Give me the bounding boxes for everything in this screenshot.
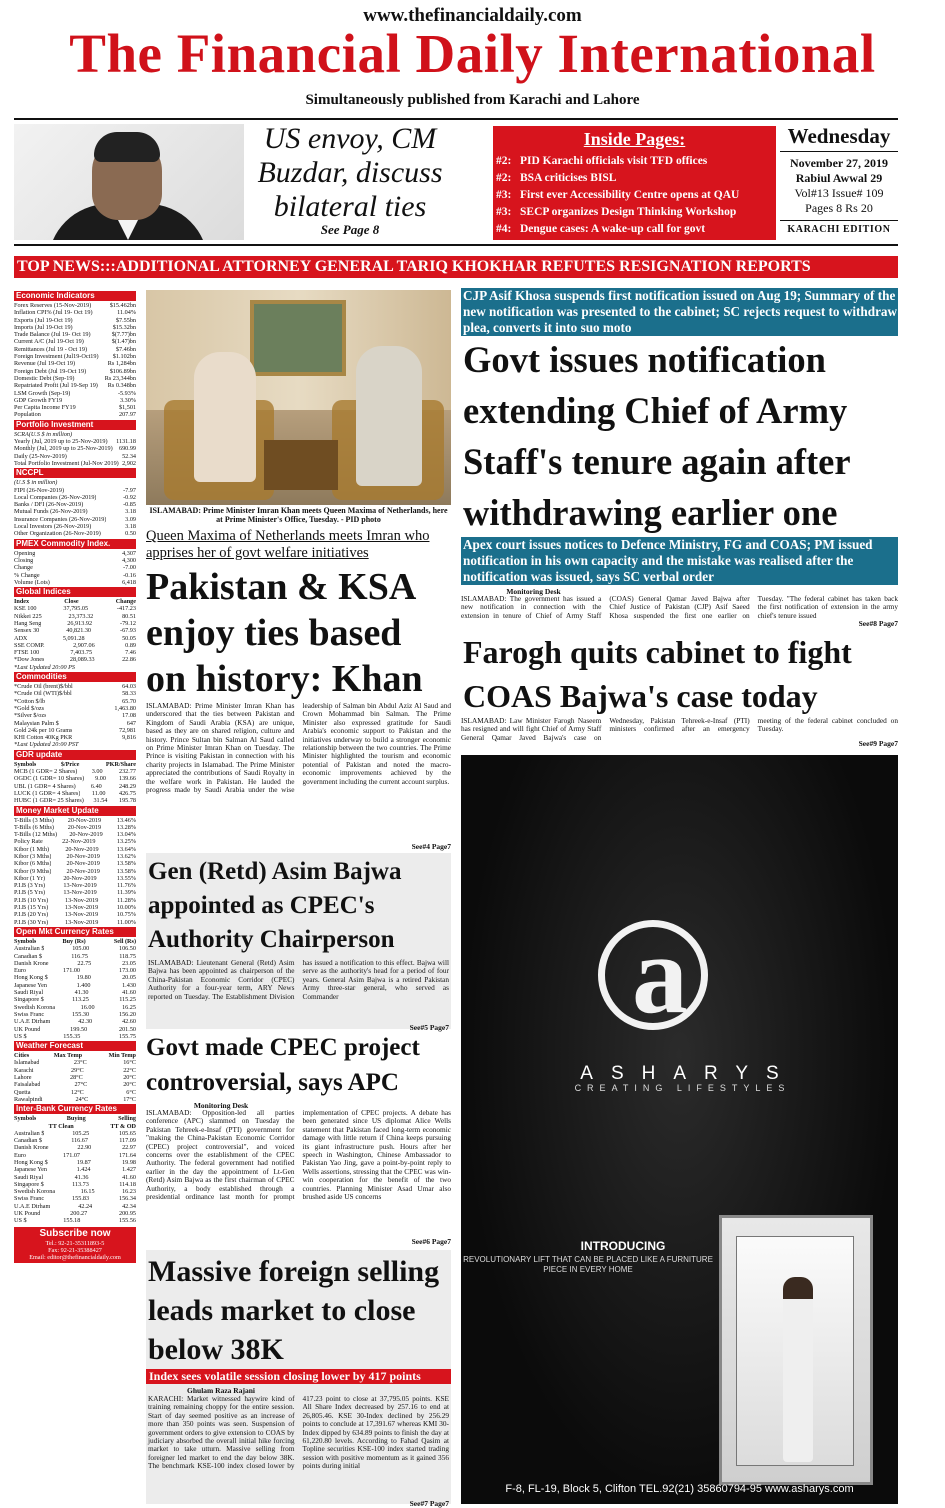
coas-article-body: ISLAMABAD: The government has issued a new notification in connection with the extension in tenure of Chief of Army Staff (COAS) General Qamar Javed Bajwa after Chief Justice of Pakistan (CJP) Asif Saeed Khosa suspended the first one earlier on Tuesday. "The federal cabinet has taken back the first notification of extension in the army chief's tenure issued [461, 595, 898, 620]
queen-kicker-headline[interactable]: Queen Maxima of Netherlands meets Imran who apprises her of govt welfare initiatives [146, 528, 430, 561]
table-row: Saudi Riyal 41.30 41.60 [14, 989, 136, 997]
market-byline: Ghulam Raza Rajani [187, 1386, 255, 1395]
table-row: Exports (Jul 19-Oct 19) $7.55bn [14, 316, 136, 324]
table-row: Nikkei 225 23,373.32 80.51 [14, 612, 136, 620]
asim-headline[interactable]: Gen (Retd) Asim Bajwa appointed as CPEC's Authority Chairperson [148, 858, 402, 953]
photo-caption: ISLAMABAD: Prime Minister Imran Khan meets Queen Maxima of Netherlands, here at Prime Minister's Office, Tuesday. - PID photo [149, 506, 448, 524]
table-row: Canadian $ 116.67 117.09 [14, 1137, 136, 1145]
ksa-headline[interactable]: Pakistan & KSA enjoy ties based on history: Khan [146, 566, 423, 700]
table-row: P.I.B (30 Yrs) 13-Nov-2019 11.00% [14, 918, 136, 926]
table-row: *Cotton $/lb 65.70 [14, 697, 136, 705]
table-row: Kibor (1 Mth) 20-Nov-2019 13.64% [14, 845, 136, 853]
table-row: Euro 171.00 173.00 [14, 967, 136, 975]
table-row: Imports (Jul 19-Oct 19) $15.32bn [14, 323, 136, 331]
table-row: *Silver $/ozs 17.08 [14, 712, 136, 720]
newspaper-subtitle: Simultaneously published from Karachi and Lahore [305, 92, 640, 108]
edition-label: KARACHI EDITION [780, 220, 898, 235]
section-note: SCRA(U.S $ in million) [14, 430, 73, 438]
table-row: LSM Growth (Sep-19) -5.93% [14, 389, 136, 397]
date-gregorian: November 27, 2019 [789, 156, 889, 170]
table-row: Islamabad 23°C 16°C [14, 1059, 136, 1067]
pages-price: Pages 8 Rs 20 [805, 201, 873, 215]
section-header: NCCPL [14, 468, 136, 478]
table-row: Malaysian Palm $ 647 [14, 719, 136, 727]
table-header: Symbols Buying Selling [14, 1115, 136, 1123]
weekday: Wednesday [780, 124, 898, 152]
asharys-advertisement[interactable] [461, 755, 898, 1504]
pm-queen-meeting-photo [146, 290, 451, 505]
table-row: Forex Reserves (15-Nov-2019) $15.462bn [14, 302, 136, 309]
farogh-article-body: ISLAMABAD: Law Minister Farogh Naseem has resigned and will fight Chief of Army Staff General Qamar Javed Bajwa's case on Wednesday, Pakistan Tehreek-e-Insaf (PTI) ministers confirmed after an emergency meeting of the federal cabinet concluded on Tuesday. [461, 717, 898, 742]
subscribe-fax: Fax: 92-21-35388427 [48, 1246, 102, 1254]
table-row: Singapore $ 113.73 114.18 [14, 1180, 136, 1188]
table-row: Canadian $ 116.75 118.75 [14, 952, 136, 960]
section-header: PMEX Commodity Index. [14, 539, 136, 549]
section-header: Economic Indicators [14, 291, 136, 301]
table-row: Hong Kong $ 19.80 20.05 [14, 974, 136, 982]
table-row: Hang Seng 26,913.92 -79.12 [14, 619, 136, 627]
asim-see-page[interactable]: See#5 Page7 [409, 1023, 449, 1032]
cpec-article-body: ISLAMABAD: Opposition-led all parties conference (APC) slammed on Tuesday the Pakistan Tehreek-e-Insaf (PTI) government for "making the China-Pakistan Economic Corridor (CPEC) project controversial", and voiced concerns over the establishment of the CPEC Authority. The federal government had notified earlier in the day the appointment of Lt-Gen (Retd) Asim Bajwa as the first chairman of CPEC Authority, a body established through a presidential ordinance last month for prompt implementation of CPEC projects. A debate has been generated since US diplomat Alice Wells statement that Pakistan faced long-term economic damage with little return if China keeps pursuing its giant infrastructure push. Hours after her speech in Washington, Chinese Ambassador to Pakistan Yao Jing, gave a point-by-point reply to Wells assertions, stressing that the CPEC was win-win cooperation for the benefit of the two countries. Planning Minister Asad Umar also brushed aside US concerns [146, 1109, 451, 1202]
coas-headline[interactable]: Govt issues notification extending Chief of Army Staff's tenure again after withdrawing earlier one [463, 339, 850, 533]
section-header: Global Indices [14, 587, 136, 597]
table-row: Trade Balance (Jul 19- Oct 19) $(7.77)bn [14, 331, 136, 339]
site-url[interactable]: www.thefinancialdaily.com [363, 5, 582, 26]
table-row: GDP Growth FY19 3.30% [14, 396, 136, 404]
table-row: Total Portfolio Investment (Jul-Nov 2019) 2,902 [14, 459, 136, 467]
table-row: Other Organization (26-Nov-2019) 0.50 [14, 530, 136, 538]
inside-item[interactable]: #2: BSA criticises BISL [496, 172, 617, 184]
section-header: Portfolio Investment [14, 420, 136, 430]
table-row: Foreign Investment (Jul19-Oct19) $1.102bn [14, 353, 136, 361]
table-header: Cities Max Temp Min Temp [14, 1052, 136, 1060]
table-row: Lahore 28°C 20°C [14, 1074, 136, 1082]
table-row: P.I.B (15 Yrs) 13-Nov-2019 10.00% [14, 904, 136, 912]
inside-pages-box [493, 126, 776, 240]
ad-tagline: CREATING LIFESTYLES [574, 1083, 791, 1093]
subscribe-title: Subscribe now [39, 1227, 111, 1239]
market-headline[interactable]: Massive foreign selling leads market to close below 38K [148, 1255, 440, 1366]
ksa-see-page[interactable]: See#4 Page7 [411, 842, 451, 851]
table-row: P.I.B (20 Yrs) 13-Nov-2019 10.75% [14, 911, 136, 919]
table-row: T-Bills (6 Mths) 20-Nov-2019 13.28% [14, 823, 136, 831]
table-row: Euro 171.07 171.64 [14, 1151, 136, 1159]
cpec-byline: Monitoring Desk [193, 1101, 249, 1110]
market-see-page[interactable]: See#7 Page7 [409, 1499, 449, 1508]
ad-footer-contact: F-8, FL-19, Block 5, Clifton TEL.92(21) 35860794-95 www.asharys.com [505, 1483, 854, 1495]
table-row: Remittances (Jul 19 - Oct 19) $7.46bn [14, 345, 136, 353]
table-row: Change -7.00 [14, 564, 136, 572]
table-row: Hong Kong $ 19.87 19.98 [14, 1158, 136, 1166]
table-row: *Gold $/ozs 1,463.80 [14, 704, 136, 712]
table-row: Japanese Yen 1.400 1.430 [14, 981, 136, 989]
ksa-article-body: ISLAMABAD: Prime Minister Imran Khan has underscored that the ties between Pakistan and Kingdom of Saudi Arabia (KSA) are unique, based as they are on shared religion, culture and history. Prince Sultan bin Salman Al Saud called on Prime Minister Imran Khan on Tuesday. The Prince is visiting Pakistan in connection with his charity projects in Islamabad. The Prime Minister appreciated the contributions of Saudi Royalty in the welfare work in Pakistan. He lauded the progress made by Saudi Arabia under the wise leadership of Salman bin Abdul Aziz Al Saud and Crown Mohammad bin Salman. The Prime Minister also expressed gratitude for Saudi Arabia's economic support to Pakistan and the initiatives underway to build a stronger economic relationship between the two countries. The Prime Minister highlighted the tourism and economic potential of Pakistan and noted the macro-economic improvements achieved by the government including the current account surplus. [146, 702, 451, 795]
table-row: Danish Krone 22.90 22.97 [14, 1144, 136, 1152]
ad-brand-name: ASHARYS [580, 1063, 797, 1084]
header-rule [14, 118, 898, 120]
table-row: UK Pound 200.27 200.95 [14, 1210, 136, 1218]
table-row: KSE 100 37,795.05 -417.23 [14, 605, 136, 613]
table-row: % Change -0.16 [14, 571, 136, 579]
table-row: Foreign Debt (Jul 19-Oct 19) $106.89bn [14, 367, 136, 375]
table-row: Kibor (6 Mths) 20-Nov-2019 13.58% [14, 860, 136, 868]
envoy-headline[interactable]: US envoy, CM Buzdar, discuss bilateral ties [257, 122, 443, 223]
section-header: Inter-Bank Currency Rates [14, 1104, 136, 1114]
table-row: US $ 155.35 155.75 [14, 1032, 136, 1040]
subscribe-box[interactable] [14, 1227, 136, 1263]
market-story-box [146, 1250, 451, 1508]
table-header: Symbols $/Price PKR/Share [14, 760, 136, 768]
newspaper-title: The Financial Daily International [69, 23, 876, 84]
table-header: Symbols Buy (Rs) Sell (Rs) [14, 937, 136, 945]
market-indicators-column [14, 290, 136, 1504]
coas-see-page[interactable]: See#8 Page7 [858, 619, 898, 628]
section-note: *Last Updated 20:00 PS [14, 663, 76, 671]
cm-portrait-photo [14, 124, 244, 240]
table-row: Kibor (3 Mths) 20-Nov-2019 13.62% [14, 853, 136, 860]
table-row: Opening 4,307 [14, 549, 136, 557]
table-row: *Crude Oil (brent)$/bbl 64.03 [14, 683, 136, 691]
market-subhead-bar: Index sees volatile session closing lower by 417 points [146, 1369, 451, 1384]
table-row: US $ 155.18 155.56 [14, 1217, 136, 1225]
table-row: Closing 4,300 [14, 556, 136, 564]
table-row: Sensex 30 40,821.30 -67.93 [14, 627, 136, 635]
table-row: Australian $ 105.00 106.50 [14, 945, 136, 953]
inside-item[interactable]: #3: SECP organizes Design Thinking Workshop [496, 206, 737, 218]
table-row: Banks / DFI (26-Nov-2019) -0.85 [14, 501, 136, 509]
asim-article-body: ISLAMABAD: Lieutenant General (Retd) Asim Bajwa has been appointed as chairperson of the China-Pakistan Economic Corridor (CPEC) Authority for a four-year term, ARY News reported on Tuesday. The Establishment Division has issued a notification to this effect. Bajwa will serve as the authority's head for a period of four years. General Asim Bajwa is a retired Pakistan Army three-star general, who served as Commander [148, 959, 449, 1001]
table-row: FIPI (26-Nov-2019) -7.97 [14, 486, 136, 494]
farogh-headline[interactable]: Farogh quits cabinet to fight COAS Bajwa's case today [463, 634, 852, 714]
table-row: Australian $ 105.25 105.65 [14, 1129, 136, 1137]
cjp-subhead-bar: CJP Asif Khosa suspends first notification issued on Aug 19; Summary of the new notification was presented to the cabinet; SC rejects request to withdraw plea, converts it into suo moto [463, 288, 898, 335]
table-row: Saudi Riyal 41.36 41.60 [14, 1173, 136, 1181]
table-row: Swedish Korona 16.00 16.25 [14, 1003, 136, 1011]
date-block [780, 124, 898, 240]
asim-story-box [146, 853, 451, 1032]
table-row: Inflation CPI% (Jul 19- Oct 19) 11.04% [14, 309, 136, 317]
cpec-see-page[interactable]: See#6 Page7 [411, 1237, 451, 1246]
table-row: SSE COMP. 2,907.06 0.89 [14, 641, 136, 649]
table-subheader: TT Clean TT & OD [48, 1122, 136, 1130]
table-row: Faisalabad 27°C 20°C [14, 1081, 136, 1089]
table-row: Repatriated Profit (Jul 19-Sep 19) Rs 0.348bn [14, 382, 136, 390]
inside-pages-title: Inside Pages: [583, 129, 686, 149]
table-row: Quetta 12°C 6°C [14, 1088, 136, 1096]
table-header: Index Close Change [14, 598, 136, 606]
table-row: P.I.B (5 Yrs) 13-Nov-2019 11.39% [14, 889, 136, 897]
section-header: Weather Forecast [14, 1041, 136, 1051]
table-row: Per Capita Income FY19 $1,501 [14, 404, 136, 412]
market-article-body: KARACHI: Market witnessed haywire kind of training remaining choppy for the entire session. Start of day seemed positive as an increase of more than 350 points was seen. Suspension of government orders to give extension to COAS by judiciary absorbed the overall initial hike forcing market to take utturn. Massive selling from foreigner led market to end the day below 38K. The benchmark KSE-100 index closed lower by 417.23 point to close at 37,795.05 points. KSE All Share Index decreased by 257.16 to end at 26,805.46. KSE 30-Index declined by 256.29 points to conclude at 17,391.67 whereas KMI 30-Index dipped by 634.89 points to finish the day at 61,220.80 levels. According to Fahad Qasim at Topline securities KSE-100 index started trading session with positive momentum as it gained 356 points during initial [148, 1395, 449, 1471]
table-row: Swedish Korona 16.15 16.23 [14, 1188, 136, 1196]
table-row: Daily (25-Nov-2019) 52.34 [14, 452, 136, 460]
table-row: Monthly (Jul, 2019 up to 25-Nov-2019) 690.99 [14, 445, 136, 453]
ad-lift-product-image [719, 1215, 873, 1485]
table-row: Rawalpindi 24°C 17°C [14, 1095, 136, 1103]
table-row: Insurance Companies (26-Nov-2019) 3.09 [14, 515, 136, 523]
table-row: *Dow Jones 28,089.33 22.86 [14, 656, 136, 664]
section-header: Money Market Update [14, 806, 136, 816]
table-row: U.A.E Dirham 42.30 42.60 [14, 1018, 136, 1026]
table-row: Local Companies (26-Nov-2019) -0.92 [14, 493, 136, 501]
table-row: Swiss Franc 155.30 156.20 [14, 1010, 136, 1018]
table-row: T-Bills (12 Mths) 20-Nov-2019 13.04% [14, 831, 136, 839]
subscribe-tel: Tel.: 92-21-35311893-5 [45, 1239, 105, 1247]
section-header: GDR update [14, 750, 136, 760]
date-hijri: Rabiul Awwal 29 [795, 171, 883, 185]
ad-introducing: INTRODUCING [580, 1239, 666, 1253]
table-row: P.I.B (3 Yrs) 13-Nov-2019 11.76% [14, 882, 136, 890]
table-row: U.A.E Dirham 42.24 42.34 [14, 1202, 136, 1210]
table-row: Japanese Yen 1.424 1.427 [14, 1166, 136, 1174]
table-row: ADX 5,091.28 50.05 [14, 634, 136, 642]
table-row: Kibor (9 Mths) 20-Nov-2019 13.58% [14, 867, 136, 875]
section-header: Open Mkt Currency Rates [14, 927, 136, 937]
table-row: Kibor (1 Yr) 20-Nov-2019 13.55% [14, 874, 136, 882]
section-note: (U.S $ in million) [14, 479, 58, 487]
table-row: Singapore $ 113.25 115.25 [14, 996, 136, 1004]
apex-subhead-bar: Apex court issues notices to Defence Ministry, FG and COAS; PM issued notification in his own capacity and the mistake was realised after the notification was issued, says SC verbal order [461, 537, 898, 585]
table-row: T-Bills (3 Mths) 20-Nov-2019 13.46% [14, 816, 136, 824]
envoy-see-page: See Page 8 [320, 222, 380, 237]
table-row: Swiss Franc 155.83 156.34 [14, 1195, 136, 1203]
volume-issue: Vol#13 Issue# 109 [794, 186, 884, 200]
table-row: Policy Rate 22-Nov-2019 13.25% [14, 838, 136, 846]
table-row: Danish Krone 22.75 23.05 [14, 959, 136, 967]
table-row: Mutual Funds (26-Nov-2019) 3.18 [14, 508, 136, 516]
section-note: *Last Updated 20:00 PST [14, 741, 79, 749]
inside-item[interactable]: #4: Dengue cases: A wake-up call for govt [496, 223, 706, 235]
section-header: Commodities [14, 672, 136, 682]
farogh-see-page[interactable]: See#9 Page7 [858, 739, 898, 748]
table-row: Volume (Lots) 6,418 [14, 578, 136, 586]
table-row: UBL (1 GDR= 4 Shares) 6.40 248.29 [14, 782, 136, 790]
cpec-headline[interactable]: Govt made CPEC project controversial, says APC [146, 1034, 420, 1096]
table-row: OGDC (1 GDR= 10 Shares) 9.00 139.66 [14, 775, 136, 783]
table-row: LUCK (1 GDR= 4 Shares) 11.00 426.75 [14, 789, 136, 797]
table-row: Karachi 29°C 22°C [14, 1066, 136, 1074]
ad-description: REVOLUTIONARY LIFT THAT CAN BE PLACED LIKE A FURNITURE PIECE IN EVERY HOME [463, 1255, 713, 1274]
inside-item[interactable]: #3: First ever Accessibility Centre opens at QAU [496, 189, 740, 201]
header-rule-bottom [14, 244, 898, 246]
table-row: Local Investors (26-Nov-2019) 3.18 [14, 523, 136, 531]
table-row: FTSE 100 7,403.75 7.46 [14, 649, 136, 657]
table-row: UK Pound 199.50 201.50 [14, 1025, 136, 1033]
table-row: Domestic Debt (Sep-19) Rs 23,344bn [14, 374, 136, 382]
asharys-logo-letter: a [632, 913, 688, 1037]
table-row: P.I.B (10 Yrs) 13-Nov-2019 11.28% [14, 896, 136, 904]
table-row: MCB (1 GDR= 2 Shares) 3.00 232.77 [14, 768, 136, 776]
table-row: Current A/C (Jul 19-Oct 19) $(1.47)bn [14, 338, 136, 346]
table-row: HUBC (1 GDR= 25 Shares) 31.54 195.78 [14, 797, 136, 805]
top-news-ticker[interactable]: TOP NEWS:::ADDITIONAL ATTORNEY GENERAL TARIQ KHOKHAR REFUTES RESIGNATION REPORTS [14, 256, 898, 278]
table-row: Population 207.97 [14, 411, 136, 419]
table-row: Yearly (Jul, 2019 up to 25-Nov-2019) 1131.18 [14, 438, 136, 446]
table-row: Gold 24k per 10 Grams 72,981 [14, 726, 136, 734]
table-row: *Crude Oil (WTI)$/bbl 58.33 [14, 690, 136, 698]
inside-item[interactable]: #2: PID Karachi officials visit TFD offices [496, 155, 708, 167]
table-row: KHI Cotton 40Kg PKR 9,816 [14, 734, 136, 742]
table-row: Revenue (Jul 19-Oct 19) Rs 1,284bn [14, 360, 136, 368]
subscribe-email: Email: editor@thefinancialdaily.com [29, 1254, 121, 1262]
coas-byline: Monitoring Desk [506, 587, 561, 596]
